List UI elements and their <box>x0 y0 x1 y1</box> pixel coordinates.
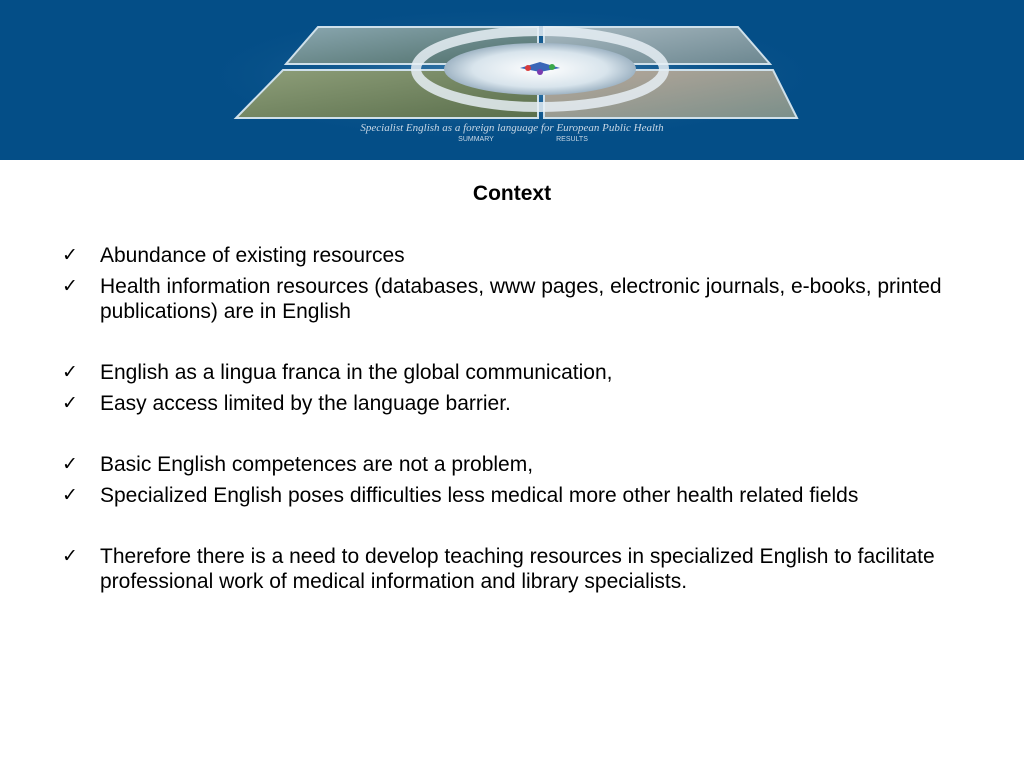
checkmark-icon: ✓ <box>62 545 78 567</box>
checkmark-icon: ✓ <box>62 453 78 475</box>
bullet-item <box>62 360 962 385</box>
bullet-item <box>62 391 962 416</box>
checkmark-icon: ✓ <box>62 361 78 383</box>
project-logo-image <box>0 0 1024 160</box>
header-banner <box>0 0 1024 160</box>
checkmark-icon: ✓ <box>62 484 78 506</box>
bullet-text: Therefore there is a need to develop teaching resources in specialized English to facilitate professional work of medical information and library specialists. <box>100 545 935 593</box>
bullet-text: English as a lingua franca in the global communication, <box>100 361 613 384</box>
bullet-item <box>62 452 962 477</box>
logo-caption-results: RESULTS <box>556 136 588 143</box>
bullet-list <box>62 243 962 600</box>
bullet-text: Basic English competences are not a problem, <box>100 453 534 476</box>
bullet-text: Abundance of existing resources <box>100 244 405 267</box>
bullet-text: Health information resources (databases, www pages, electronic journals, e-books, printed publications) are in English <box>100 275 942 323</box>
checkmark-icon: ✓ <box>62 244 78 266</box>
logo-caption-main: Specialist English as a foreign language for European Public Health <box>360 122 664 134</box>
bullet-item <box>62 483 962 508</box>
logo-caption-summary: SUMMARY <box>458 136 494 143</box>
bullet-text: Specialized English poses difficulties less medical more other health related fields <box>100 484 859 507</box>
checkmark-icon: ✓ <box>62 392 78 414</box>
checkmark-icon: ✓ <box>62 275 78 297</box>
bullet-item <box>62 544 962 594</box>
bullet-item <box>62 243 962 268</box>
bullet-text: Easy access limited by the language barrier. <box>100 392 511 415</box>
bullet-item <box>62 274 962 324</box>
slide-title: Context <box>472 182 552 205</box>
